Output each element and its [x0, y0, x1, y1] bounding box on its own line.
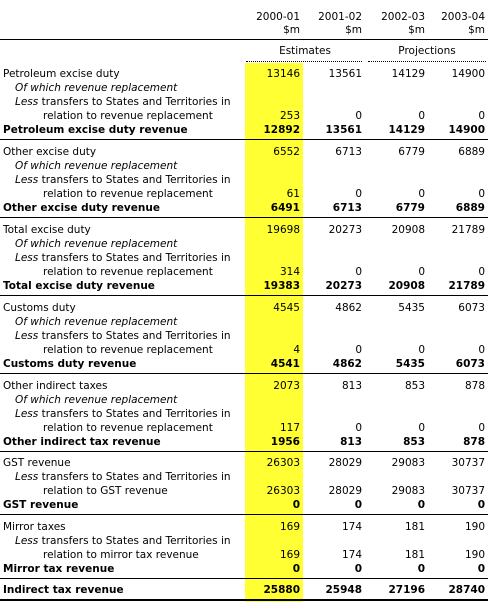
row-label — [15, 408, 231, 421]
row-label — [15, 252, 231, 265]
table-cell: 4545 — [273, 302, 300, 314]
table-cell: 2073 — [273, 380, 300, 392]
row-label: GST revenue — [3, 499, 79, 511]
table-cell: 0 — [418, 266, 425, 278]
year-header-0: 2000-01 — [256, 11, 300, 23]
table-cell: 253 — [279, 110, 300, 122]
row-label: Mirror taxes — [3, 521, 66, 533]
table-cell: 314 — [279, 266, 300, 278]
row-label: relation to revenue replacement — [43, 110, 213, 122]
table-cell: 853 — [404, 380, 425, 392]
table-cell: 21789 — [451, 224, 485, 236]
table-cell: 14129 — [391, 68, 425, 80]
table-cell: 14129 — [388, 124, 425, 136]
table-cell: 4862 — [332, 358, 362, 370]
table-cell: 26303 — [266, 457, 300, 469]
table-cell: 0 — [418, 188, 425, 200]
group-separator — [0, 578, 488, 579]
unit-header-0: $m — [283, 24, 300, 36]
table-cell: 6889 — [458, 146, 485, 158]
table-cell: 0 — [354, 499, 362, 511]
table-cell: 0 — [354, 563, 362, 575]
table-cell: 0 — [418, 344, 425, 356]
table-cell: 6491 — [270, 202, 300, 214]
table-cell: 19698 — [266, 224, 300, 236]
row-label: Total excise duty — [3, 224, 91, 236]
row-label-text: transfers to States and Territories in — [38, 330, 231, 342]
table-cell: 813 — [341, 380, 362, 392]
table-cell: 6073 — [458, 302, 485, 314]
unit-header-3: $m — [468, 24, 485, 36]
table-cell: 853 — [403, 436, 425, 448]
row-label: Of which revenue replacement — [15, 394, 178, 406]
table-cell: 19383 — [263, 280, 300, 292]
table-cell: 169 — [279, 549, 300, 561]
row-label: Petroleum excise duty — [3, 68, 120, 80]
table-cell: 878 — [464, 380, 485, 392]
row-label-text: transfers to States and Territories in — [38, 535, 231, 547]
table-cell: 6713 — [335, 146, 362, 158]
table-cell: 0 — [478, 266, 485, 278]
row-label: Of which revenue replacement — [15, 316, 178, 328]
table-cell: 190 — [464, 549, 485, 561]
table-cell: 29083 — [391, 485, 425, 497]
row-label: relation to revenue replacement — [43, 422, 213, 434]
row-label: relation to mirror tax revenue — [43, 549, 199, 561]
table-cell: 12892 — [263, 124, 300, 136]
row-label — [15, 174, 231, 187]
table-cell: 6713 — [332, 202, 362, 214]
row-label-text: transfers to States and Territories in — [38, 96, 231, 108]
row-label — [15, 96, 231, 109]
table-cell: 28029 — [328, 457, 362, 469]
table-cell: 20273 — [328, 224, 362, 236]
table-cell: 0 — [355, 422, 362, 434]
group-separator — [0, 599, 488, 601]
table-cell: 14900 — [448, 124, 485, 136]
group-separator — [0, 139, 488, 140]
row-label: relation to revenue replacement — [43, 266, 213, 278]
group-separator — [0, 217, 488, 218]
table-cell: 6552 — [273, 146, 300, 158]
group-separator — [0, 451, 488, 452]
table-cell: 878 — [463, 436, 485, 448]
table-cell: 30737 — [451, 457, 485, 469]
row-label: relation to GST revenue — [43, 485, 168, 497]
less-prefix: Less — [15, 96, 39, 108]
table-cell: 61 — [286, 188, 300, 200]
row-label-text: transfers to States and Territories in — [38, 174, 231, 186]
row-label: Other indirect tax revenue — [3, 436, 161, 448]
table-cell: 0 — [418, 422, 425, 434]
table-cell: 0 — [355, 344, 362, 356]
row-label: Customs duty revenue — [3, 358, 137, 370]
table-cell: 181 — [404, 549, 425, 561]
table-cell: 174 — [341, 549, 362, 561]
table-cell: 6073 — [455, 358, 485, 370]
less-prefix: Less — [15, 330, 39, 342]
row-label: Mirror tax revenue — [3, 563, 115, 575]
row-label: Of which revenue replacement — [15, 238, 178, 250]
row-label: Of which revenue replacement — [15, 160, 178, 172]
group-separator — [0, 295, 488, 296]
row-label: relation to revenue replacement — [43, 344, 213, 356]
row-label: Total excise duty revenue — [3, 280, 155, 292]
row-label-text: transfers to States and Territories in — [38, 252, 231, 264]
table-cell: 181 — [404, 521, 425, 533]
less-prefix: Less — [15, 174, 39, 186]
row-label-text: transfers to States and Territories in — [38, 471, 231, 483]
table-cell: 1956 — [270, 436, 300, 448]
year-header-3: 2003-04 — [441, 11, 485, 23]
projections-underline — [368, 61, 486, 62]
row-label: Other excise duty revenue — [3, 202, 160, 214]
table-cell: 0 — [355, 188, 362, 200]
table-cell: 20908 — [391, 224, 425, 236]
table-cell: 0 — [477, 499, 485, 511]
table-cell: 0 — [478, 110, 485, 122]
table-cell: 28029 — [328, 485, 362, 497]
less-prefix: Less — [15, 408, 39, 420]
table-cell: 0 — [477, 563, 485, 575]
projections-label: Projections — [398, 45, 456, 57]
estimates-label: Estimates — [279, 45, 331, 57]
table-cell: 0 — [478, 422, 485, 434]
table-cell: 6779 — [395, 202, 425, 214]
estimates-underline — [246, 61, 362, 62]
row-label — [15, 471, 231, 484]
table-cell: 174 — [341, 521, 362, 533]
row-label: GST revenue — [3, 457, 71, 469]
table-cell: 6779 — [398, 146, 425, 158]
table-cell: 169 — [279, 521, 300, 533]
header-rule — [0, 39, 488, 40]
table-cell: 0 — [292, 563, 300, 575]
table-cell: 20908 — [388, 280, 425, 292]
table-cell: 190 — [464, 521, 485, 533]
table-cell: 5435 — [395, 358, 425, 370]
table-cell: 21789 — [448, 280, 485, 292]
table-cell: 25880 — [263, 584, 300, 596]
table-cell: 20273 — [325, 280, 362, 292]
table-cell: 4862 — [335, 302, 362, 314]
table-cell: 5435 — [398, 302, 425, 314]
row-label: Other excise duty — [3, 146, 97, 158]
table-cell: 29083 — [391, 457, 425, 469]
row-label-text: transfers to States and Territories in — [38, 408, 231, 420]
row-label: relation to revenue replacement — [43, 188, 213, 200]
less-prefix: Less — [15, 535, 39, 547]
table-cell: 4541 — [270, 358, 300, 370]
table-cell: 26303 — [266, 485, 300, 497]
table-cell: 28740 — [448, 584, 485, 596]
row-label: Indirect tax revenue — [3, 584, 124, 596]
table-cell: 0 — [417, 499, 425, 511]
table-cell: 0 — [478, 344, 485, 356]
row-label — [15, 535, 231, 548]
table-cell: 4 — [293, 344, 300, 356]
table-cell: 14900 — [451, 68, 485, 80]
group-separator — [0, 514, 488, 515]
table-cell: 117 — [279, 422, 300, 434]
year-header-1: 2001-02 — [318, 11, 362, 23]
table-cell: 0 — [292, 499, 300, 511]
table-cell: 13561 — [328, 68, 362, 80]
table-cell: 0 — [417, 563, 425, 575]
less-prefix: Less — [15, 252, 39, 264]
table-cell: 13561 — [325, 124, 362, 136]
table-cell: 27196 — [388, 584, 425, 596]
row-label: Petroleum excise duty revenue — [3, 124, 188, 136]
table-cell: 30737 — [451, 485, 485, 497]
group-separator — [0, 373, 488, 374]
table-cell: 0 — [418, 110, 425, 122]
table-cell: 25948 — [325, 584, 362, 596]
year-header-2: 2002-03 — [381, 11, 425, 23]
table-cell: 6889 — [455, 202, 485, 214]
table-cell: 0 — [355, 110, 362, 122]
table-cell: 13146 — [266, 68, 300, 80]
table-cell: 813 — [340, 436, 362, 448]
row-label — [15, 330, 231, 343]
unit-header-1: $m — [345, 24, 362, 36]
table-cell: 0 — [478, 188, 485, 200]
row-label: Other indirect taxes — [3, 380, 108, 392]
unit-header-2: $m — [408, 24, 425, 36]
less-prefix: Less — [15, 471, 39, 483]
table-cell: 0 — [355, 266, 362, 278]
row-label: Customs duty — [3, 302, 76, 314]
row-label: Of which revenue replacement — [15, 82, 178, 94]
